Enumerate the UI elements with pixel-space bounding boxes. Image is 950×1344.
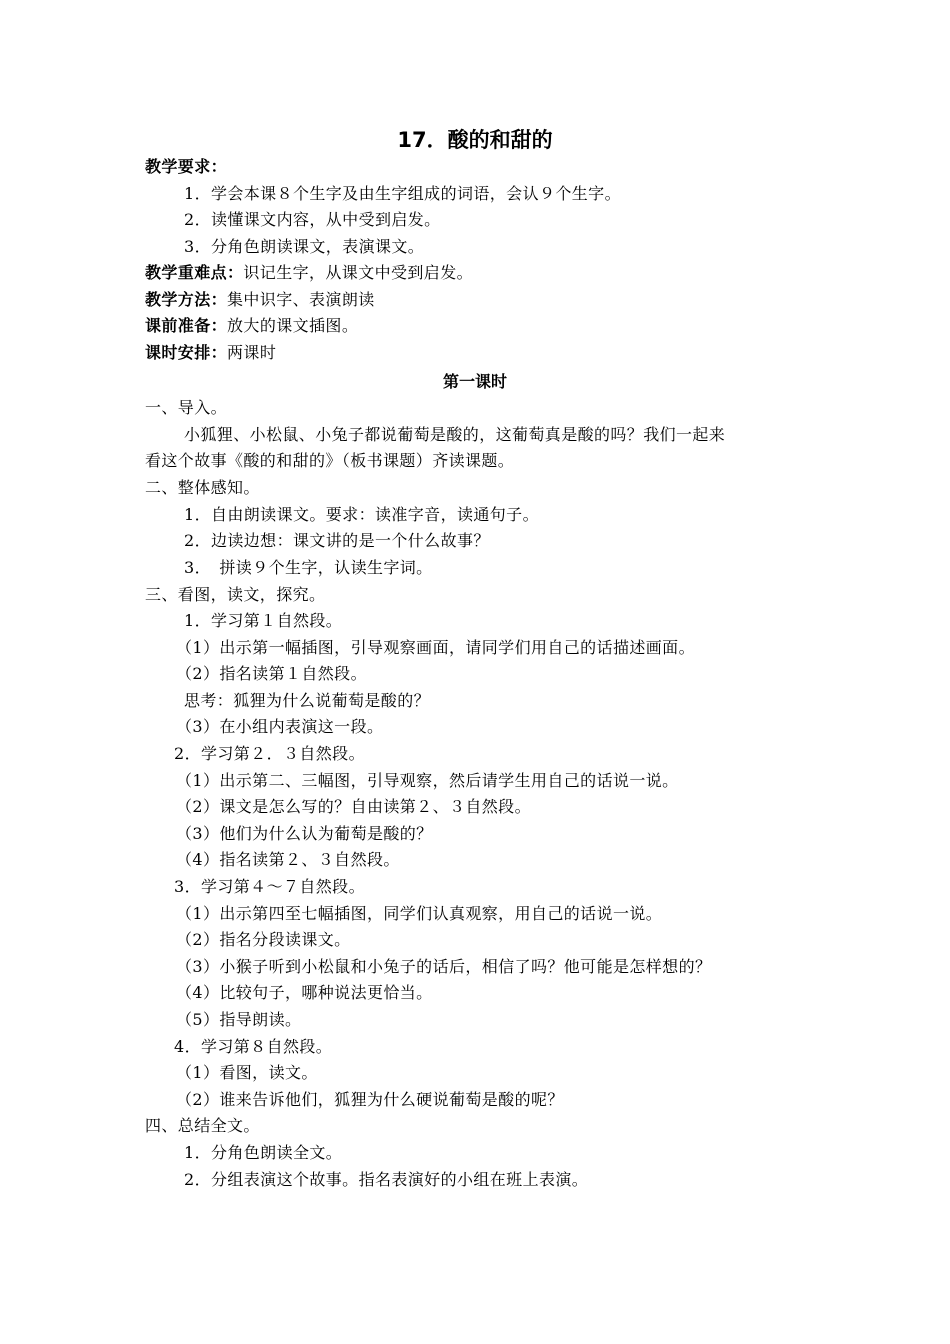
list-item: （1）看图，读文。 xyxy=(176,1063,318,1082)
sub-heading: 2．学习第２．３自然段。 xyxy=(174,744,365,763)
list-item: （3）小猴子听到小松鼠和小兔子的话后，相信了吗？他可能是怎样想的？ xyxy=(176,957,712,976)
list-item: 思考：狐狸为什么说葡萄是酸的？ xyxy=(184,691,431,710)
list-item: （3）在小组内表演这一段。 xyxy=(176,717,384,736)
requirements-label: 教学要求： xyxy=(145,157,228,176)
list-item: 2．分组表演这个故事。指名表演好的小组在班上表演。 xyxy=(184,1170,589,1189)
list-item: 1．分角色朗读全文。 xyxy=(184,1143,343,1162)
list-item: （2）指名分段读课文。 xyxy=(176,930,351,949)
method-value: 集中识字、表演朗读 xyxy=(227,290,375,309)
list-item: （1）出示第一幅插图，引导观察画面，请同学们用自己的话描述画面。 xyxy=(176,638,695,657)
method-label: 教学方法： xyxy=(145,290,228,309)
prep-row xyxy=(145,316,358,336)
list-item: 1．自由朗读课文。要求：读准字音，读通句子。 xyxy=(184,505,539,524)
requirement-item: 1．学会本课８个生字及由生字组成的词语，会认９个生字。 xyxy=(184,184,621,203)
key-points-label: 教学重难点： xyxy=(145,263,244,282)
prep-label: 课前准备： xyxy=(145,316,228,335)
list-item: （1）出示第四至七幅插图，同学们认真观察，用自己的话说一说。 xyxy=(176,904,663,923)
paragraph-line: 看这个故事《酸的和甜的》（板书课题）齐读课题。 xyxy=(145,451,515,470)
sub-heading: 1．学习第１自然段。 xyxy=(184,611,343,630)
list-item: （4）比较句子，哪种说法更恰当。 xyxy=(176,983,433,1002)
list-item: （2）指名读第１自然段。 xyxy=(176,664,367,683)
list-item: （5）指导朗读。 xyxy=(176,1010,302,1029)
list-item: （4）指名读第２、３自然段。 xyxy=(176,850,400,869)
key-points-row xyxy=(145,263,473,283)
requirement-item: 2．读懂课文内容，从中受到启发。 xyxy=(184,210,441,229)
list-item: （2）课文是怎么写的？自由读第２、３自然段。 xyxy=(176,797,531,816)
schedule-row xyxy=(145,343,276,363)
list-item: （2）谁来告诉他们，狐狸为什么硬说葡萄是酸的呢？ xyxy=(176,1090,564,1109)
list-item: （3）他们为什么认为葡萄是酸的？ xyxy=(176,824,433,843)
paragraph-line: 小狐狸、小松鼠、小兔子都说葡萄是酸的，这葡萄真是酸的吗？我们一起来 xyxy=(184,425,726,444)
key-points-value: 识记生字，从课文中受到启发。 xyxy=(243,263,474,282)
schedule-value: 两课时 xyxy=(227,343,277,362)
sub-heading: 3．学习第４～７自然段。 xyxy=(174,877,365,896)
lesson-heading: 第一课时 xyxy=(442,372,507,391)
list-item: 3． 拼读９个生字，认读生字词。 xyxy=(184,558,433,577)
list-item: （1）出示第二、三幅图，引导观察，然后请学生用自己的话说一说。 xyxy=(176,771,679,790)
list-item: 2．边读边想：课文讲的是一个什么故事？ xyxy=(184,531,490,550)
section-heading: 三、看图，读文，探究。 xyxy=(145,585,326,604)
prep-value: 放大的课文插图。 xyxy=(227,316,359,335)
sub-heading: 4．学习第８自然段。 xyxy=(174,1037,333,1056)
method-row xyxy=(145,290,375,310)
section-heading: 一、导入。 xyxy=(145,398,228,417)
section-heading: 四、总结全文。 xyxy=(145,1116,260,1135)
section-heading: 二、整体感知。 xyxy=(145,478,260,497)
requirement-item: 3．分角色朗读课文，表演课文。 xyxy=(184,237,425,256)
schedule-label: 课时安排： xyxy=(145,343,228,362)
document-title: 17．酸的和甜的 xyxy=(397,128,553,152)
